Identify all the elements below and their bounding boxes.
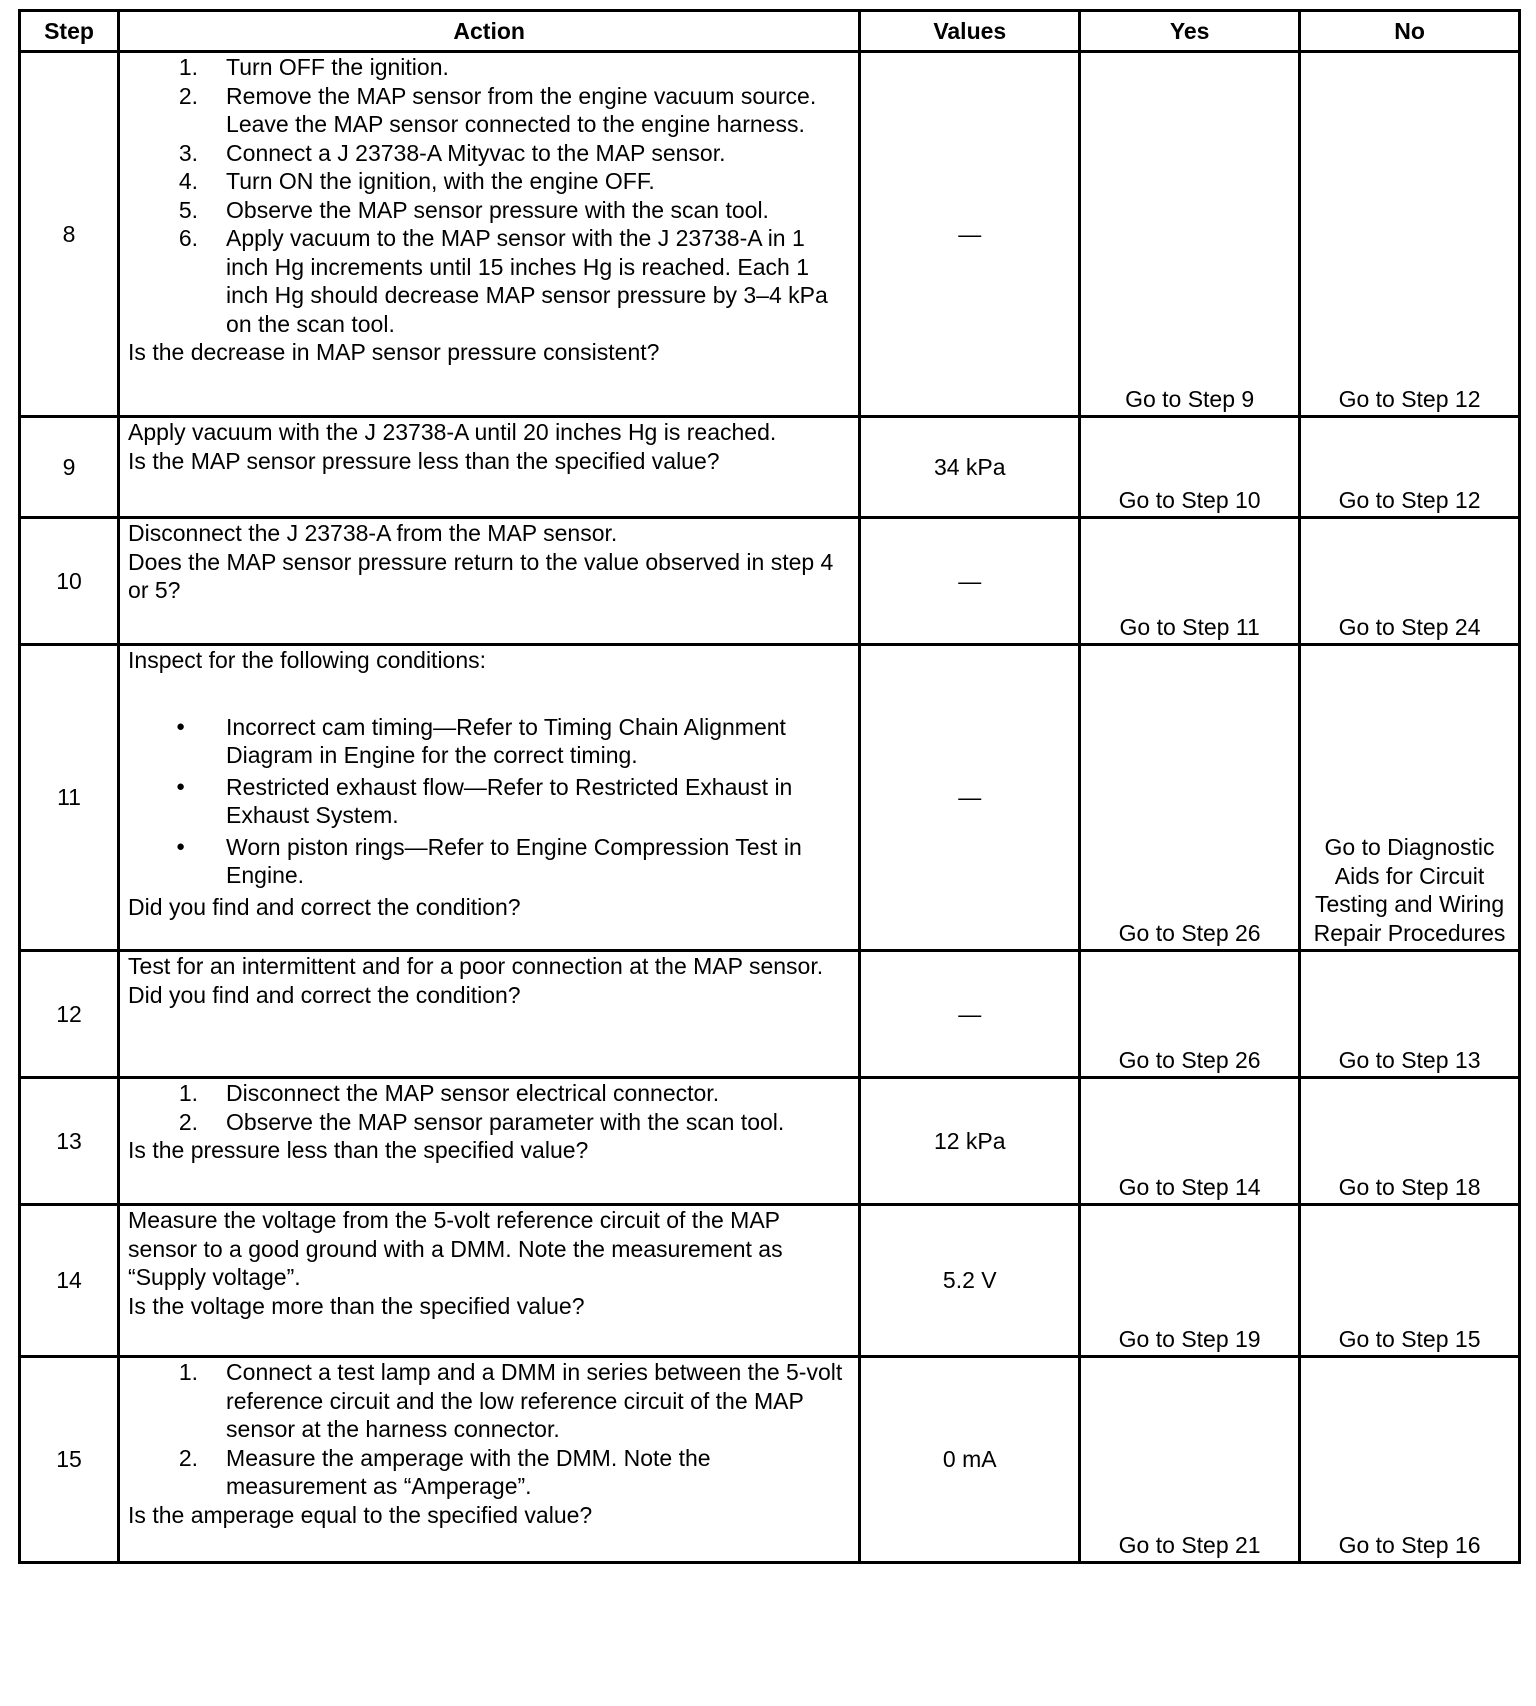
procedure-list [128, 1079, 850, 1136]
step-number: 14 [20, 1205, 119, 1357]
table-row [20, 52, 1520, 417]
spec-value: — [860, 951, 1080, 1078]
action-question: Is the amperage equal to the specified value? [128, 1501, 593, 1528]
step-number: 13 [20, 1078, 119, 1205]
no-result: Go to Diagnostic Aids for Circuit Testing and Wiring Repair Procedures [1300, 645, 1520, 951]
condition-item: ● Incorrect cam timing—Refer to Timing Chain Alignment Diagram in Engine for the correct timing. [128, 713, 850, 770]
header-values: Values [860, 11, 1080, 52]
action-text: Measure the voltage from the 5-volt reference circuit of the MAP sensor to a good ground with a DMM. Note the measurement as “Supply voltage”. [128, 1207, 783, 1290]
action-question: Does the MAP sensor pressure return to the value observed in step 4 or 5? [128, 548, 834, 603]
table-row [20, 645, 1520, 951]
yes-result: Go to Step 9 [1080, 52, 1300, 417]
action-question: Did you find and correct the condition? [128, 893, 521, 920]
table-row [20, 1078, 1520, 1205]
step-number: 10 [20, 518, 119, 645]
action-question: Is the MAP sensor pressure less than the specified value? [128, 447, 720, 474]
no-result: Go to Step 18 [1300, 1078, 1520, 1205]
yes-result: Go to Step 10 [1080, 417, 1300, 518]
no-result: Go to Step 24 [1300, 518, 1520, 645]
action-text: Apply vacuum with the J 23738-A until 20 inches Hg is reached. [128, 419, 777, 445]
action-text: Inspect for the following conditions: [128, 647, 487, 673]
step-number: 12 [20, 951, 119, 1078]
step-number: 8 [20, 52, 119, 417]
header-row [20, 11, 1520, 52]
action-question: Is the pressure less than the specified value? [128, 1137, 589, 1163]
action-text: Test for an intermittent and for a poor connection at the MAP sensor. [128, 953, 824, 979]
condition-list [128, 713, 850, 890]
spec-value: 0 mA [860, 1357, 1080, 1563]
no-result: Go to Step 16 [1300, 1357, 1520, 1563]
procedure-step: Disconnect the MAP sensor electrical connector. [226, 1080, 720, 1106]
procedure-step: Measure the amperage with the DMM. Note the measurement as “Amperage”. [226, 1444, 711, 1499]
table-row [20, 1205, 1520, 1357]
yes-result: Go to Step 14 [1080, 1078, 1300, 1205]
action-question: Did you find and correct the condition? [128, 981, 521, 1008]
action-cell [119, 1205, 860, 1357]
no-result: Go to Step 13 [1300, 951, 1520, 1078]
yes-result: Go to Step 26 [1080, 645, 1300, 951]
action-cell [119, 1357, 860, 1563]
table-row [20, 518, 1520, 645]
action-cell [119, 417, 860, 518]
action-cell [119, 1078, 860, 1205]
header-action: Action [119, 11, 860, 52]
diagnostic-table [18, 9, 1521, 1564]
action-cell [119, 52, 860, 417]
spec-value: — [860, 645, 1080, 951]
spec-value: — [860, 518, 1080, 645]
yes-result: Go to Step 19 [1080, 1205, 1300, 1357]
procedure-list [128, 1358, 850, 1501]
condition-item: ● Restricted exhaust flow—Refer to Restricted Exhaust in Exhaust System. [128, 773, 850, 830]
header-no: No [1300, 11, 1520, 52]
action-question: Is the decrease in MAP sensor pressure consistent? [128, 339, 660, 365]
step-number: 15 [20, 1357, 119, 1563]
spec-value: — [860, 52, 1080, 417]
spec-value: 34 kPa [860, 417, 1080, 518]
action-question: Is the voltage more than the specified value? [128, 1292, 585, 1319]
procedure-step: Apply vacuum to the MAP sensor with the J 23738-A in 1 inch Hg increments until 15 inches Hg is reached. Each 1 inch Hg should decrease MAP sensor pressure by 3–4 kPa on the scan tool. [226, 225, 828, 337]
header-step: Step [20, 11, 119, 52]
no-result: Go to Step 12 [1300, 52, 1520, 417]
yes-result: Go to Step 21 [1080, 1357, 1300, 1563]
action-cell [119, 951, 860, 1078]
table-row [20, 417, 1520, 518]
no-result: Go to Step 15 [1300, 1205, 1520, 1357]
condition-item: ● Worn piston rings—Refer to Engine Compression Test in Engine. [128, 833, 850, 890]
table-row [20, 951, 1520, 1078]
procedure-step: Turn OFF the ignition. [226, 54, 449, 80]
yes-result: Go to Step 11 [1080, 518, 1300, 645]
procedure-step: Connect a test lamp and a DMM in series between the 5-volt reference circuit and the low reference circuit of the MAP sensor at the harness connector. [226, 1359, 843, 1442]
step-number: 9 [20, 417, 119, 518]
procedure-list [128, 53, 850, 338]
procedure-step: Connect a J 23738-A Mityvac to the MAP sensor. [226, 139, 726, 166]
procedure-step: Observe the MAP sensor pressure with the scan tool. [226, 196, 769, 223]
procedure-step: Observe the MAP sensor parameter with the scan tool. [226, 1108, 785, 1135]
action-cell [119, 645, 860, 951]
action-text: Disconnect the J 23738-A from the MAP sensor. [128, 520, 618, 546]
table-row [20, 1357, 1520, 1563]
no-result: Go to Step 12 [1300, 417, 1520, 518]
yes-result: Go to Step 26 [1080, 951, 1300, 1078]
step-number: 11 [20, 645, 119, 951]
action-cell [119, 518, 860, 645]
spec-value: 5.2 V [860, 1205, 1080, 1357]
procedure-step: Remove the MAP sensor from the engine vacuum source. Leave the MAP sensor connected to the engine harness. [226, 82, 817, 137]
procedure-step: Turn ON the ignition, with the engine OFF. [226, 168, 655, 194]
spec-value: 12 kPa [860, 1078, 1080, 1205]
header-yes: Yes [1080, 11, 1300, 52]
